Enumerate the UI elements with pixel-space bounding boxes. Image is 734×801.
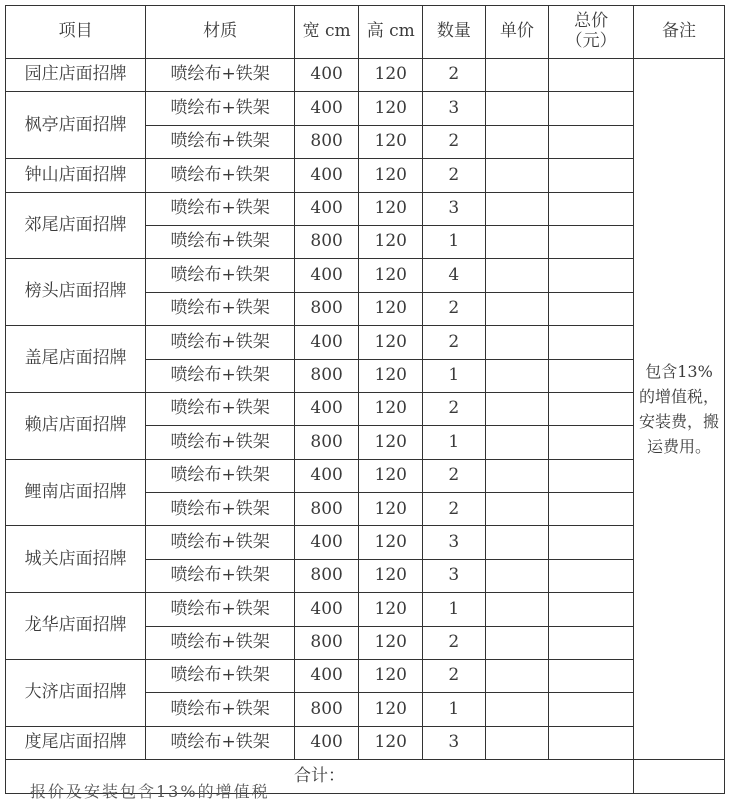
cell-height: 120 [359,559,423,592]
table-row [6,459,725,492]
cell-quantity: 3 [423,192,486,225]
cell-width: 400 [294,92,359,125]
cell-unit-price[interactable] [485,59,549,92]
cell-height: 120 [359,192,423,225]
cell-unit-price[interactable] [485,192,549,225]
cell-quantity: 1 [423,693,486,726]
cell-unit-price[interactable] [485,159,549,192]
cell-unit-price[interactable] [485,693,549,726]
cell-material: 喷绘布+铁架 [146,125,294,158]
cell-total-price[interactable] [549,426,634,459]
cell-height: 120 [359,292,423,325]
cell-material: 喷绘布+铁架 [146,225,294,258]
cell-quantity: 2 [423,493,486,526]
cell-material: 喷绘布+铁架 [146,693,294,726]
cell-material: 喷绘布+铁架 [146,59,294,92]
cell-material: 喷绘布+铁架 [146,292,294,325]
cell-width: 400 [294,660,359,693]
cell-quantity: 2 [423,292,486,325]
cell-total-price[interactable] [549,192,634,225]
table-row [6,526,725,559]
table-row [6,726,725,759]
table-row [6,259,725,292]
cell-item: 城关店面招牌 [6,526,146,593]
cell-unit-price[interactable] [485,426,549,459]
total-remarks-cell [634,760,725,793]
cell-width: 800 [294,225,359,258]
quotation-table [5,5,725,794]
table-row [6,660,725,693]
cell-unit-price[interactable] [485,125,549,158]
header-quantity: 数量 [423,6,486,59]
cell-quantity: 1 [423,225,486,258]
cell-quantity: 2 [423,159,486,192]
cell-item: 郊尾店面招牌 [6,192,146,259]
cell-total-price[interactable] [549,660,634,693]
cell-material: 喷绘布+铁架 [146,359,294,392]
table-row [6,392,725,425]
cell-quantity: 2 [423,326,486,359]
cell-material: 喷绘布+铁架 [146,326,294,359]
cell-height: 120 [359,159,423,192]
cell-height: 120 [359,259,423,292]
cell-width: 400 [294,459,359,492]
cell-quantity: 1 [423,426,486,459]
cell-material: 喷绘布+铁架 [146,559,294,592]
cell-material: 喷绘布+铁架 [146,159,294,192]
cell-unit-price[interactable] [485,660,549,693]
footer-note-fragment: 报价及安装包含13%的增值税 [30,782,270,801]
cell-width: 800 [294,359,359,392]
table-row [6,326,725,359]
header-total-price-line2: （元） [565,31,617,51]
header-total-price [549,6,634,59]
cell-quantity: 2 [423,392,486,425]
cell-quantity: 3 [423,92,486,125]
cell-unit-price[interactable] [485,726,549,759]
cell-total-price[interactable] [549,259,634,292]
cell-total-price[interactable] [549,559,634,592]
cell-total-price[interactable] [549,693,634,726]
cell-total-price[interactable] [549,392,634,425]
cell-width: 400 [294,159,359,192]
table-row [6,192,725,225]
cell-item: 龙华店面招牌 [6,593,146,660]
cell-quantity: 3 [423,559,486,592]
total-label: 合计： [6,760,634,793]
table-row [6,59,725,92]
cell-width: 800 [294,292,359,325]
cell-quantity: 1 [423,359,486,392]
cell-item: 度尾店面招牌 [6,726,146,759]
table-row [6,159,725,192]
cell-unit-price[interactable] [485,593,549,626]
cell-material: 喷绘布+铁架 [146,526,294,559]
cell-total-price[interactable] [549,526,634,559]
cell-unit-price[interactable] [485,292,549,325]
cell-total-price[interactable] [549,292,634,325]
cell-unit-price[interactable] [485,493,549,526]
cell-item: 鲤南店面招牌 [6,459,146,526]
cell-quantity: 2 [423,626,486,659]
cell-width: 800 [294,693,359,726]
cell-width: 400 [294,59,359,92]
header-unit-price: 单价 [485,6,549,59]
cell-height: 120 [359,493,423,526]
cell-item: 园庄店面招牌 [6,59,146,92]
cell-unit-price[interactable] [485,92,549,125]
cell-unit-price[interactable] [485,359,549,392]
cell-unit-price[interactable] [485,392,549,425]
header-remarks: 备注 [634,6,725,59]
cell-material: 喷绘布+铁架 [146,726,294,759]
cell-quantity: 2 [423,125,486,158]
cell-total-price[interactable] [549,459,634,492]
cell-total-price[interactable] [549,59,634,92]
cell-total-price[interactable] [549,159,634,192]
cell-height: 120 [359,59,423,92]
cell-width: 400 [294,593,359,626]
cell-unit-price[interactable] [485,225,549,258]
cell-width: 800 [294,426,359,459]
remarks-note: 包含13%的增值税，安装费，搬运费用。 [639,362,720,457]
cell-material: 喷绘布+铁架 [146,660,294,693]
cell-item: 榜头店面招牌 [6,259,146,326]
header-total-price-line1: 总价 [574,11,609,32]
cell-total-price[interactable] [549,593,634,626]
cell-total-price[interactable] [549,326,634,359]
cell-item: 赖店店面招牌 [6,392,146,459]
cell-width: 400 [294,726,359,759]
cell-quantity: 2 [423,660,486,693]
cell-total-price[interactable] [549,493,634,526]
cell-height: 120 [359,660,423,693]
cell-height: 120 [359,392,423,425]
cell-material: 喷绘布+铁架 [146,426,294,459]
cell-width: 400 [294,259,359,292]
cell-height: 120 [359,92,423,125]
cell-height: 120 [359,359,423,392]
cell-total-price[interactable] [549,626,634,659]
cell-height: 120 [359,426,423,459]
cell-height: 120 [359,593,423,626]
table-row [6,593,725,626]
cell-width: 800 [294,125,359,158]
cell-material: 喷绘布+铁架 [146,192,294,225]
cell-height: 120 [359,626,423,659]
cell-height: 120 [359,693,423,726]
cell-width: 800 [294,493,359,526]
table-body [6,59,725,794]
cell-unit-price[interactable] [485,259,549,292]
cell-item: 枫亭店面招牌 [6,92,146,159]
cell-height: 120 [359,225,423,258]
cell-quantity: 1 [423,593,486,626]
cell-width: 400 [294,392,359,425]
header-material: 材质 [146,6,294,59]
header-height: 高 cm [359,6,423,59]
cell-material: 喷绘布+铁架 [146,459,294,492]
cell-height: 120 [359,125,423,158]
cell-remarks [634,59,725,760]
cell-material: 喷绘布+铁架 [146,259,294,292]
cell-material: 喷绘布+铁架 [146,626,294,659]
cell-unit-price[interactable] [485,559,549,592]
cell-item: 盖尾店面招牌 [6,326,146,393]
header-width: 宽 cm [294,6,359,59]
cell-height: 120 [359,326,423,359]
cell-unit-price[interactable] [485,626,549,659]
table-row [6,92,725,125]
cell-quantity: 4 [423,259,486,292]
cell-total-price[interactable] [549,726,634,759]
cell-item: 大济店面招牌 [6,660,146,727]
cell-height: 120 [359,459,423,492]
cell-total-price[interactable] [549,125,634,158]
cell-total-price[interactable] [549,359,634,392]
header-row [6,6,725,59]
cell-material: 喷绘布+铁架 [146,493,294,526]
cell-unit-price[interactable] [485,326,549,359]
cell-width: 800 [294,559,359,592]
cell-width: 400 [294,326,359,359]
cell-quantity: 3 [423,526,486,559]
cell-height: 120 [359,726,423,759]
cell-total-price[interactable] [549,225,634,258]
cell-width: 400 [294,192,359,225]
cell-material: 喷绘布+铁架 [146,92,294,125]
cell-width: 800 [294,626,359,659]
cell-quantity: 2 [423,459,486,492]
cell-material: 喷绘布+铁架 [146,593,294,626]
cell-quantity: 2 [423,59,486,92]
cell-material: 喷绘布+铁架 [146,392,294,425]
cell-quantity: 3 [423,726,486,759]
cell-unit-price[interactable] [485,526,549,559]
cell-item: 钟山店面招牌 [6,159,146,192]
cell-height: 120 [359,526,423,559]
header-item: 项目 [6,6,146,59]
cell-total-price[interactable] [549,92,634,125]
cell-width: 400 [294,526,359,559]
cell-unit-price[interactable] [485,459,549,492]
